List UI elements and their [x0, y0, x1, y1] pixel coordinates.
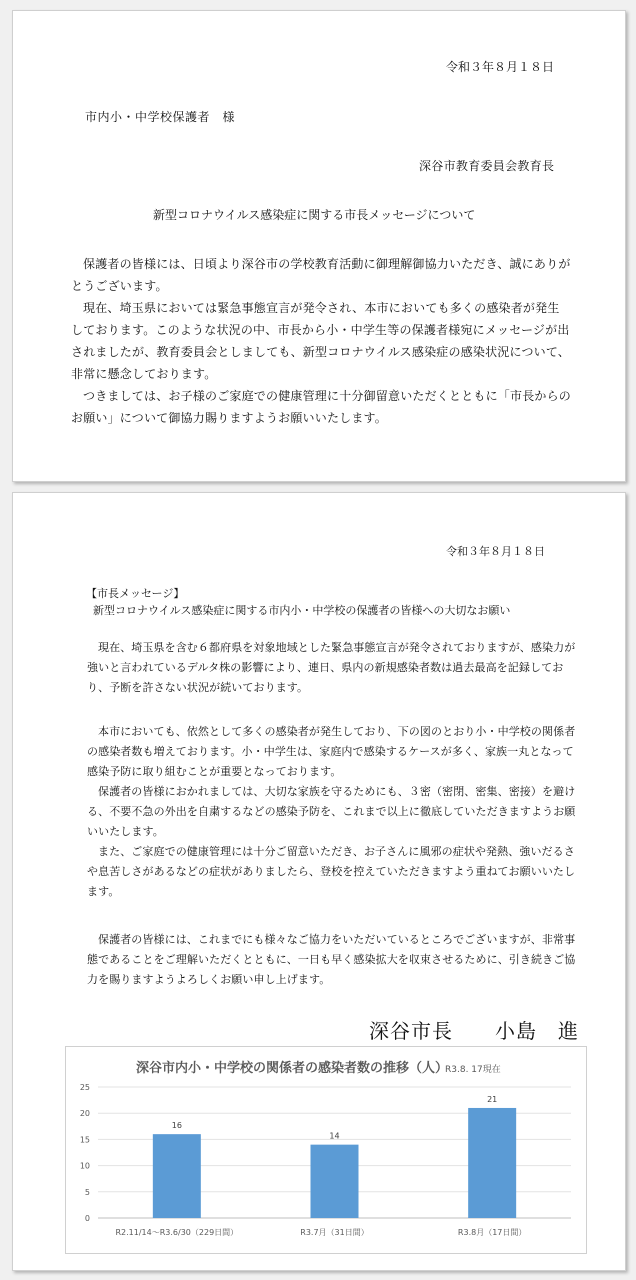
- message-paragraph: 本市においても、依然として多くの感染者が発生しており、下の図のとおり小・中学校の関係者の感染者数も増えております。小・中学生は、家庭内で感染するケースが多く、家族一丸となって感染予防に取り組むことが重要となっております。: [87, 725, 576, 778]
- message-block-2: [87, 722, 583, 902]
- y-tick-label: 10: [79, 1161, 90, 1171]
- message-block-3: [87, 930, 583, 990]
- message-paragraph: 保護者の皆様におかれましては、大切な家族を守るためにも、３密（密閉、密集、密接）を避ける、不要不急の外出を自粛するなどの感染予防を、これまで以上に徹底していただきますようお願いいたします。: [87, 785, 576, 838]
- addressee: 市内小・中学校保護者 様: [85, 110, 236, 124]
- mayor-signature: 深谷市長 小島 進: [369, 1019, 579, 1043]
- document-page-1: [12, 10, 626, 482]
- bar: [311, 1145, 359, 1218]
- sender: 深谷市教育委員会教育長: [419, 159, 555, 173]
- chart-title: 深谷市内小・中学校の関係者の感染者数の推移（人）: [136, 1061, 449, 1076]
- page2-date: 令和３年８月１８日: [446, 545, 545, 558]
- page1-date: 令和３年８月１８日: [446, 60, 555, 74]
- x-tick-label: R2.11/14～R3.6/30（229日間）: [115, 1228, 239, 1237]
- data-label: 14: [329, 1131, 340, 1141]
- document-page-2: [12, 492, 626, 1271]
- infection-chart-svg: [66, 1047, 586, 1253]
- y-tick-label: 25: [79, 1083, 90, 1092]
- message-paragraph: 保護者の皆様には、これまでにも様々なご協力をいただいているところでございますが、非常事態であることをご理解いただくとともに、一日も早く感染拡大を収束させるために、引き続きご協力を賜りますようよろしくお願い申し上げます。: [87, 933, 576, 986]
- page1-paragraph: つきましては、お子様のご家庭での健康管理に十分御留意いただくとともに「市長からのお願い」について御協力賜りますようお願いいたします。: [71, 389, 572, 425]
- y-tick-label: 15: [79, 1135, 90, 1145]
- x-tick-label: R3.7月（31日間）: [300, 1228, 369, 1237]
- data-label: 21: [487, 1094, 498, 1104]
- message-block-1: [87, 638, 583, 698]
- message-heading: 【市長メッセージ】: [86, 587, 185, 600]
- chart-subtitle: R3.8. 17現在: [445, 1065, 501, 1075]
- y-tick-label: 5: [84, 1187, 90, 1197]
- page1-body: [71, 253, 571, 429]
- x-tick-label: R3.8月（17日間）: [457, 1228, 527, 1237]
- bar: [468, 1108, 516, 1218]
- message-paragraph: 現在、埼玉県を含む６都府県を対象地域とした緊急事態宣言が発令されておりますが、感染力が強いと言われているデルタ株の影響により、連日、県内の新規感染者数は過去最高を記録しており、予断を許さない状況が続いております。: [87, 641, 576, 694]
- message-subtitle: 新型コロナウイルス感染症に関する市内小・中学校の保護者の皆様への大切なお願い: [93, 604, 511, 617]
- data-label: 16: [171, 1121, 182, 1131]
- page1-paragraph: 保護者の皆様には、日頃より深谷市の学校教育活動に御理解御協力いただき、誠にありがとうございます。: [71, 257, 571, 293]
- infection-chart: [65, 1046, 587, 1254]
- page1-paragraph: 現在、埼玉県においては緊急事態宣言が発令され、本市においても多くの感染者が発生しております。このような状況の中、市長から小・中学生等の保護者様宛にメッセージが出されましたが、教育委員会としましても、新型コロナウイルス感染症の感染状況について、非常に懸念しております。: [71, 301, 571, 381]
- y-tick-label: 0: [84, 1214, 90, 1223]
- message-paragraph: また、ご家庭での健康管理には十分ご留意いただき、お子さんに風邪の症状や発熱、強いだるさや息苦しさがあるなどの症状がありましたら、登校を控えていただきますよう重ねてお願いいたします。: [87, 845, 576, 898]
- y-tick-label: 20: [79, 1109, 90, 1119]
- bar: [153, 1134, 201, 1218]
- page1-title: 新型コロナウイルス感染症に関する市長メッセージについて: [153, 208, 476, 222]
